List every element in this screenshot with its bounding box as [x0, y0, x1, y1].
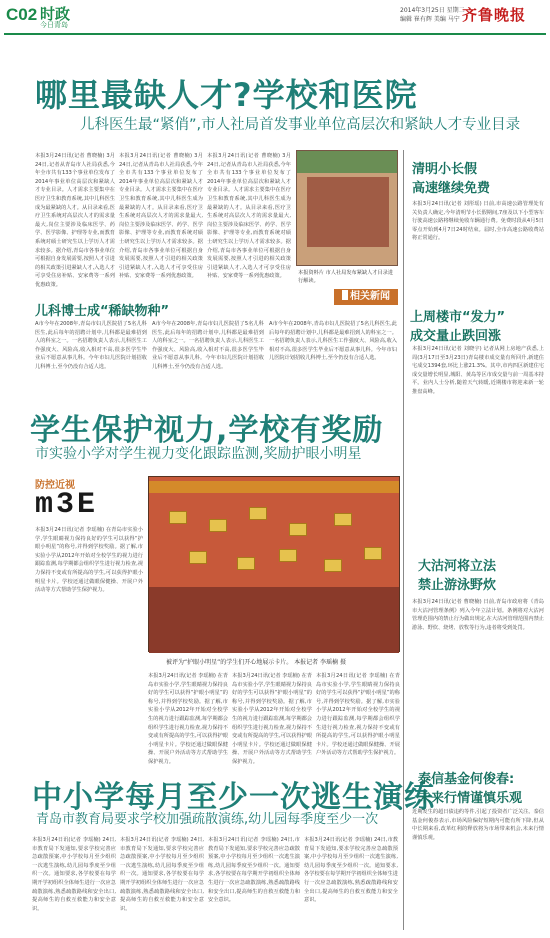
section-subtitle: 今日青岛: [40, 21, 68, 29]
photo-card: [237, 557, 255, 570]
photo-card: [279, 549, 297, 562]
page-header: [0, 0, 550, 32]
story1-headline: 哪里最缺人才?学校和医院: [35, 76, 418, 114]
related-news-badge: [334, 289, 398, 305]
side-story2-headline: 上周楼市“发力” 成交量止跌回涨: [410, 310, 506, 344]
story3-body-col3: 本报3月24日讯(记者 李瑶楠) 24日,市教育局下发通知,要求学校完善应急疏散预案,中小学校每月至少组织一次逃生演练,幼儿园每季度至少组织一次。通知要求,各学校要在每学期开学初组织全体师生进行一次应急疏散演练,熟悉疏散路线和安全出口,提高师生的自救互救能力和安全意识。: [208, 837, 300, 904]
photo-card: [169, 511, 187, 524]
story2-body-col4: 本报3月24日讯(记者 李瑶楠) 在青岛市实验小学,学生眼睛视力保持良好的学生可以获得“护眼小明星”的称号,并得到学校奖励。据了解,市实验小学从2012年开始对全校学生的视力进行跟踪监测,每学期都会组织学生进行视力检查,视力保持不变或有所提高的学生,可以获得护眼小明星卡片。学校还通过做眼保健操、开展户外活动等方式帮助学生保护视力。: [316, 673, 400, 757]
side-story1-headline: 清明小长假 高速继续免费: [412, 162, 491, 196]
story3-subhead: 青岛市教育局要求学校加强疏散演练,幼儿园每季度至少一次: [36, 812, 379, 827]
story1-body-col1: 本报3月24日讯(记者 曹晓楠) 3月24日,记者从青岛市人社局获悉,今年全市共有133个事业单位发布了2014年事业单位高层次和紧缺人才专业目录。人才需求主要集中在医疗卫生和教育系统,其中儿科医生成为最紧缺的人才。从目录来看,医疗卫生系统对高层次人才的需求量最大,岗位主要涉及临床医学、药学、医学影像、护理等专业,而教育系统对硕士研究生以上学历人才需求较多。据介绍,青岛市各事业单位可根据自身发展需要,按照人才引进的相关政策引进紧缺人才,入选人才可享受住房补贴、安家费等一系列优惠政策。: [35, 153, 115, 288]
side-story1-body: 本报3月24日讯(记者 刘彤瑶) 日前,市高速公路管理处有关负责人确定,今年清明节小长假期间,7座及以下小型客车行驶高速公路将继续免收车辆通行费。免费时段从4月5日零点开始到4月7日24时结束。届时,全市高速公路收费站将正常通行。: [412, 201, 544, 242]
story2-photo-caption: 被评为“护眼小明星”的学生们开心地展示卡片。 本报记者 李瑶楠 摄: [166, 659, 346, 666]
section-title: 时政: [40, 5, 71, 23]
editor-credit: 编辑 崔有辉 美编 马宁: [400, 16, 460, 23]
column-logo: m3E: [35, 488, 99, 522]
newspaper-logo: 齐鲁晚报: [462, 6, 527, 24]
story1-sidebar-body-col2: A市今年在2008年,青岛市妇儿医院招了5名儿科医生,此后每年的招聘计划中,儿科都是最难招到人的科室之一。一名招聘负责人表示,儿科医生工作强度大、风险高,收入相对不高,很多医学生毕业后不愿意从事儿科。今年市妇儿医院计划招收儿科博士,至今仍没有合适人选。: [152, 321, 264, 370]
photo-card: [324, 559, 342, 572]
photo-crowd: [149, 587, 399, 653]
photo-card: [249, 507, 267, 520]
story2-headline: 学生保护视力,学校有奖励: [30, 413, 384, 448]
story1-subhead: 儿科医生最“紧俏”,市人社局首发事业单位高层次和紧缺人才专业目录: [80, 117, 521, 133]
story3-body-col4: 本报3月24日讯(记者 李瑶楠) 24日,市教育局下发通知,要求学校完善应急疏散预案,中小学校每月至少组织一次逃生演练,幼儿园每季度至少组织一次。通知要求,各学校要在每学期开学初组织全体师生进行一次应急疏散演练,熟悉疏散路线和安全出口,提高师生的自救互救能力和安全意识。: [304, 837, 398, 904]
story1-photo-caption: 本报资料片 市人社局发布紧缺人才目录进行解读。: [298, 270, 394, 284]
story1-sidebar-body-col1: A市今年在2008年,青岛市妇儿医院招了5名儿科医生,此后每年的招聘计划中,儿科都是最难招到人的科室之一。一名招聘负责人表示,儿科医生工作强度大、风险高,收入相对不高,很多医学生毕业后不愿意从事儿科。今年市妇儿医院计划招收儿科博士,至今仍没有合适人选。: [35, 321, 147, 370]
related-news-label: 相关新闻: [350, 291, 390, 302]
side-story3-body: 本报3月24日讯(记者 曹晓楠) 日前,青岛市政府将《青岛市大沽河管理条例》列入今年立法计划。条例将对大沽河管理范围内的禁止行为做出规定,在大沽河管理范围内禁止游泳、野炊、烧烤、放牧等行为,违者将受到处罚。: [412, 599, 544, 631]
story2-body-col2: 本报3月24日讯(记者 李瑶楠) 在青岛市实验小学,学生眼睛视力保持良好的学生可以获得“护眼小明星”的称号,并得到学校奖励。据了解,市实验小学从2012年开始对全校学生的视力进行跟踪监测,每学期都会组织学生进行视力检查,视力保持不变或有所提高的学生,可以获得护眼小明星卡片。学校还通过做眼保健操、开展户外活动等方式帮助学生保护视力。: [148, 673, 228, 765]
side-story3-headline: 大沽河将立法 禁止游泳野炊: [418, 559, 497, 593]
photo-banner: [149, 481, 399, 493]
story1-body-col2: 本报3月24日讯(记者 曹晓楠) 3月24日,记者从青岛市人社局获悉,今年全市共有133个事业单位发布了2014年事业单位高层次和紧缺人才专业目录。人才需求主要集中在医疗卫生和教育系统,其中儿科医生成为最紧缺的人才。从目录来看,医疗卫生系统对高层次人才的需求量最大,岗位主要涉及临床医学、药学、医学影像、护理等专业,而教育系统对硕士研究生以上学历人才需求较多。据介绍,青岛市各事业单位可根据自身发展需要,按照人才引进的相关政策引进紧缺人才,入选人才可享受住房补贴、安家费等一系列优惠政策。: [119, 153, 203, 280]
story1-photo: [296, 150, 398, 266]
side-story4-body: 近期发生的超日债违约等件,引起了投资者广泛关注。泰信基金何俊春表示,市场风险偏好短期内可能有所下降,但从中长期来看,改革红利的释放将为市场带来机会,未来行情谨慎乐观。: [412, 809, 544, 841]
story3-body-col2: 本报3月24日讯(记者 李瑶楠) 24日,市教育局下发通知,要求学校完善应急疏散预案,中小学校每月至少组织一次逃生演练,幼儿园每季度至少组织一次。通知要求,各学校要在每学期开学初组织全体师生进行一次应急疏散演练,熟悉疏散路线和安全出口,提高师生的自救互救能力和安全意识。: [120, 837, 204, 912]
story1-body-col3: 本报3月24日讯(记者 曹晓楠) 3月24日,记者从青岛市人社局获悉,今年全市共有133个事业单位发布了2014年事业单位高层次和紧缺人才专业目录。人才需求主要集中在医疗卫生和教育系统,其中儿科医生成为最紧缺的人才。从目录来看,医疗卫生系统对高层次人才的需求量最大,岗位主要涉及临床医学、药学、医学影像、护理等专业,而教育系统对硕士研究生以上学历人才需求较多。据介绍,青岛市各事业单位可根据自身发展需要,按照人才引进的相关政策引进紧缺人才,入选人才可享受住房补贴、安家费等一系列优惠政策。: [207, 153, 291, 280]
story3-headline: 中小学每月至少一次逃生演练: [32, 780, 435, 815]
page-number: C02: [6, 5, 38, 24]
photo-card: [189, 551, 207, 564]
story1-sidebar-title: 儿科博士成“稀缺物种”: [35, 304, 170, 319]
related-news-icon: [342, 290, 348, 300]
header-divider: [4, 33, 546, 35]
column-label: 防控近视: [35, 480, 75, 491]
photo-card: [289, 523, 307, 536]
story2-photo: [148, 476, 400, 652]
story2-body-col1: 本报3月24日讯(记者 李瑶楠) 在青岛市实验小学,学生眼睛视力保持良好的学生可以获得“护眼小明星”的称号,并得到学校奖励。据了解,市实验小学从2012年开始对全校学生的视力进行跟踪监测,每学期都会组织学生进行视力检查,视力保持不变或有所提高的学生,可以获得护眼小明星卡片。学校还通过做眼保健操、开展户外活动等方式帮助学生保护视力。: [35, 527, 143, 594]
side-story2-body: 本报3月24日讯(记者 刘晓宇) 记者从网上房地产获悉,上周(3月17日至3月23日)青岛楼市成交量有所回升,新建住宅成交1394套,环比上涨21.3%。其中,市内四区新建住宅成交量增长明显,城阳、黄岛等区市成交量与前一周基本持平。业内人士分析,随着天气转暖,近期楼市将迎来新一轮推盘高峰。: [412, 346, 544, 395]
photo-card: [334, 513, 352, 526]
issue-date: 2014年3月25日 星期二: [400, 7, 465, 14]
photo-banner: [297, 151, 397, 173]
photo-card: [209, 519, 227, 532]
photo-screen: [307, 177, 389, 247]
story2-body-col3: 本报3月24日讯(记者 李瑶楠) 在青岛市实验小学,学生眼睛视力保持良好的学生可以获得“护眼小明星”的称号,并得到学校奖励。据了解,市实验小学从2012年开始对全校学生的视力进行跟踪监测,每学期都会组织学生进行视力检查,视力保持不变或有所提高的学生,可以获得护眼小明星卡片。学校还通过做眼保健操、开展户外活动等方式帮助学生保护视力。: [232, 673, 312, 765]
story3-body-col1: 本报3月24日讯(记者 李瑶楠) 24日,市教育局下发通知,要求学校完善应急疏散预案,中小学校每月至少组织一次逃生演练,幼儿园每季度至少组织一次。通知要求,各学校要在每学期开学初组织全体师生进行一次应急疏散演练,熟悉疏散路线和安全出口,提高师生的自救互救能力和安全意识。: [32, 837, 116, 912]
story1-sidebar-body-col3: A市今年在2008年,青岛市妇儿医院招了5名儿科医生,此后每年的招聘计划中,儿科都是最难招到人的科室之一。一名招聘负责人表示,儿科医生工作强度大、风险高,收入相对不高,很多医学生毕业后不愿意从事儿科。今年市妇儿医院计划招收儿科博士,至今仍没有合适人选。: [269, 321, 397, 362]
photo-card: [364, 547, 382, 560]
side-story4-headline: 泰信基金何俊春: 未来行情谨慎乐观: [418, 772, 523, 806]
story2-subhead: 市实验小学对学生视力变化跟踪监测,奖励护眼小明星: [35, 446, 362, 462]
